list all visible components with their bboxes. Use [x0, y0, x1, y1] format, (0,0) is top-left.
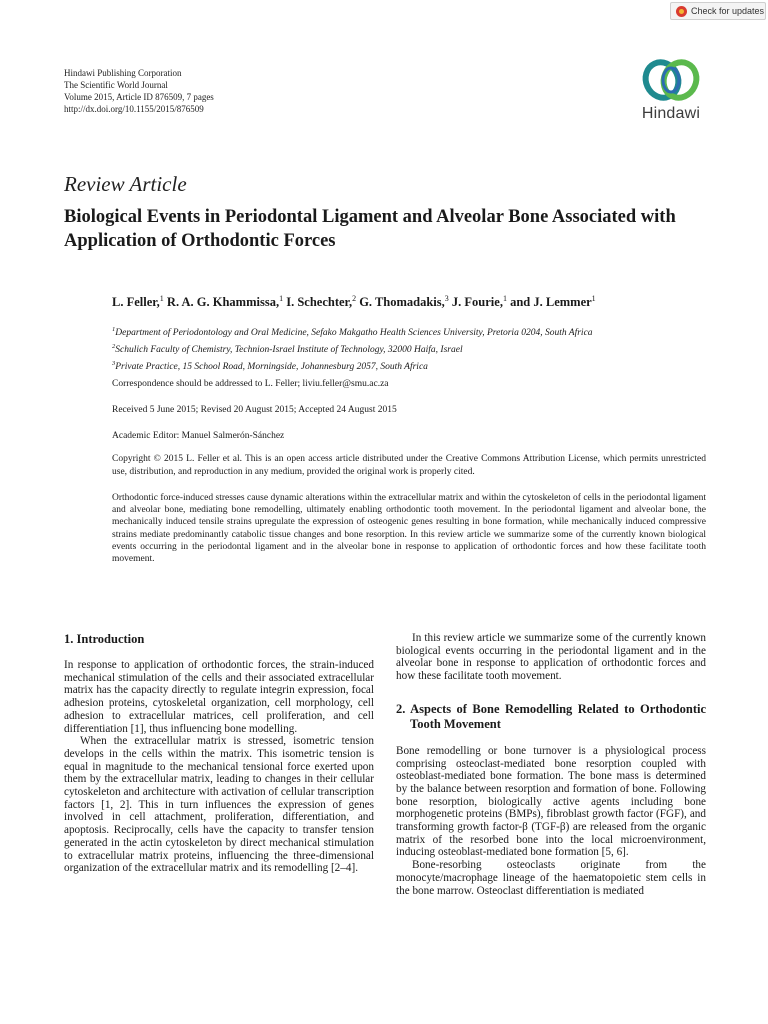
- hindawi-logo: [632, 57, 710, 129]
- received-dates: Received 5 June 2015; Revised 20 August 2015; Accepted 24 August 2015: [112, 405, 397, 415]
- author[interactable]: and J. Lemmer$^1$: [510, 294, 596, 310]
- check-for-updates-label: Check for updates: [691, 6, 765, 16]
- section-heading-bone-remodelling: 2. Aspects of Bone Remodelling Related to Orthodontic Tooth Movement: [396, 701, 706, 731]
- right-column: [396, 632, 706, 897]
- hindawi-logo-icon: [640, 57, 702, 103]
- article-type: Review Article: [64, 172, 187, 196]
- author[interactable]: R. A. G. Khammissa,$^1$: [166, 294, 284, 310]
- paragraph: In this review article we summarize some of the currently known biological events occurring in the periodontal ligament and in the alveolar bone in response to application of orthodontic forces and how these facilitate tooth movement.: [396, 632, 706, 683]
- author[interactable]: I. Schechter,$^2$: [286, 294, 357, 310]
- left-column: [64, 632, 374, 875]
- journal-name: The Scientific World Journal: [64, 80, 168, 90]
- doi-link[interactable]: http://dx.doi.org/10.1155/2015/876509: [64, 104, 204, 114]
- copyright-notice: Copyright © 2015 L. Feller et al. This is an open access article distributed under the Creative Commons Attribution License, which permits unrestricted use, distribution, and reproduction in any medium, provided the original work is properly cited.: [112, 454, 706, 477]
- paragraph: Bone-resorbing osteoclasts originate from the monocyte/macrophage lineage of the haematopoietic stem cells in the bone marrow. Osteoclast differentiation is mediated: [396, 859, 706, 897]
- article-title: Biological Events in Periodontal Ligament and Alveolar Bone Associated with Application of Orthodontic Forces: [64, 207, 676, 251]
- affiliation: $^2$Schulich Faculty of Chemistry, Technion-Israel Institute of Technology, 32000 Haifa, Israel: [112, 343, 463, 356]
- publisher-name: Hindawi Publishing Corporation: [64, 68, 182, 78]
- section-heading-introduction: 1. Introduction: [64, 632, 145, 646]
- affiliations: [112, 323, 593, 374]
- paragraph: In response to application of orthodontic forces, the strain-induced mechanical stimulation of the cells and their associated extracellular matrix has the capacity directly to regulate integrin expression, focal adhesion proteins, cytoskeletal organization, cell morphology, cell adhesion to extracellular matrices, cell proliferation, and cell differentiation [1], thus influencing bone modelling.: [64, 659, 374, 735]
- abstract: Orthodontic force-induced stresses cause dynamic alterations within the extracellular matrix and within the cytoskeleton of cells in the periodontal ligament and alveolar bone, mediating bone remodelling, ultimately enabling orthodontic tooth movement. In the periodontal ligament and alveolar bone, the mechanically induced tensile strains upregulate the expression of osteogenic genes resulting in bone formation, while mechanically induced compressive strains mediate predominantly catabolic tissue changes and bone resorption. In this review article we summarize some of the currently known biological events occurring in the periodontal ligament and in the alveolar bone in response to application of orthodontic forces and how these facilitate tooth movement.: [112, 493, 706, 565]
- paragraph: Bone remodelling or bone turnover is a physiological process comprising osteoclast-mediated bone resorption coupled with osteoblast-mediated bone formation. The bone mass is determined by the balance between resorption and formation of bone. Following bone resorption, biologically active agents including bone morphogenetic proteins (BMPs), fibroblast growth factor (FGF), and transforming growth factor-β (TGF-β) are released from the organic matrix of the resorbed bone into the local microenvironment, inducing osteoblast-mediated bone formation [5, 6].: [396, 744, 706, 859]
- academic-editor: Academic Editor: Manuel Salmerón-Sánchez: [112, 431, 285, 441]
- affiliation: $^3$Private Practice, 15 School Road, Morningside, Johannesburg 2057, South Africa: [112, 360, 428, 373]
- correspondence: Correspondence should be addressed to L. Feller; liviu.feller@smu.ac.za: [112, 379, 389, 389]
- hindawi-wordmark: Hindawi: [641, 105, 701, 122]
- author[interactable]: G. Thomadakis,$^3$: [359, 294, 449, 310]
- author[interactable]: J. Fourie,$^1$: [451, 294, 507, 310]
- author[interactable]: L. Feller,$^1$: [112, 294, 164, 310]
- check-for-updates-button[interactable]: [670, 2, 766, 20]
- crossmark-icon: [676, 6, 687, 17]
- author-list: [112, 294, 596, 310]
- paragraph: When the extracellular matrix is stressed, isometric tension develops in the cells within the matrix. This isometric tension is equal in magnitude to the mechanical tensional force exerted upon them by the extracellular matrix, leading to changes in their cellular cytoskeleton and architecture with activation of cellular transcription factors [1, 2]. This in turn influences the expression of genes involved in cell attachment, proliferation, differentiation, and apoptosis. Reciprocally, cells have the capacity to transfer tension generated in the actin cytoskeleton by direct mechanical stimulation to extracellular matrix proteins, influencing the three-dimensional organization of the extracellular matrix and its remodelling [2–4].: [64, 735, 374, 875]
- journal-info: [64, 67, 214, 115]
- affiliation: $^1$Department of Periodontology and Oral Medicine, Sefako Makgatho Health Sciences University, Pretoria 0204, South Africa: [112, 326, 593, 339]
- volume-info: Volume 2015, Article ID 876509, 7 pages: [64, 92, 214, 102]
